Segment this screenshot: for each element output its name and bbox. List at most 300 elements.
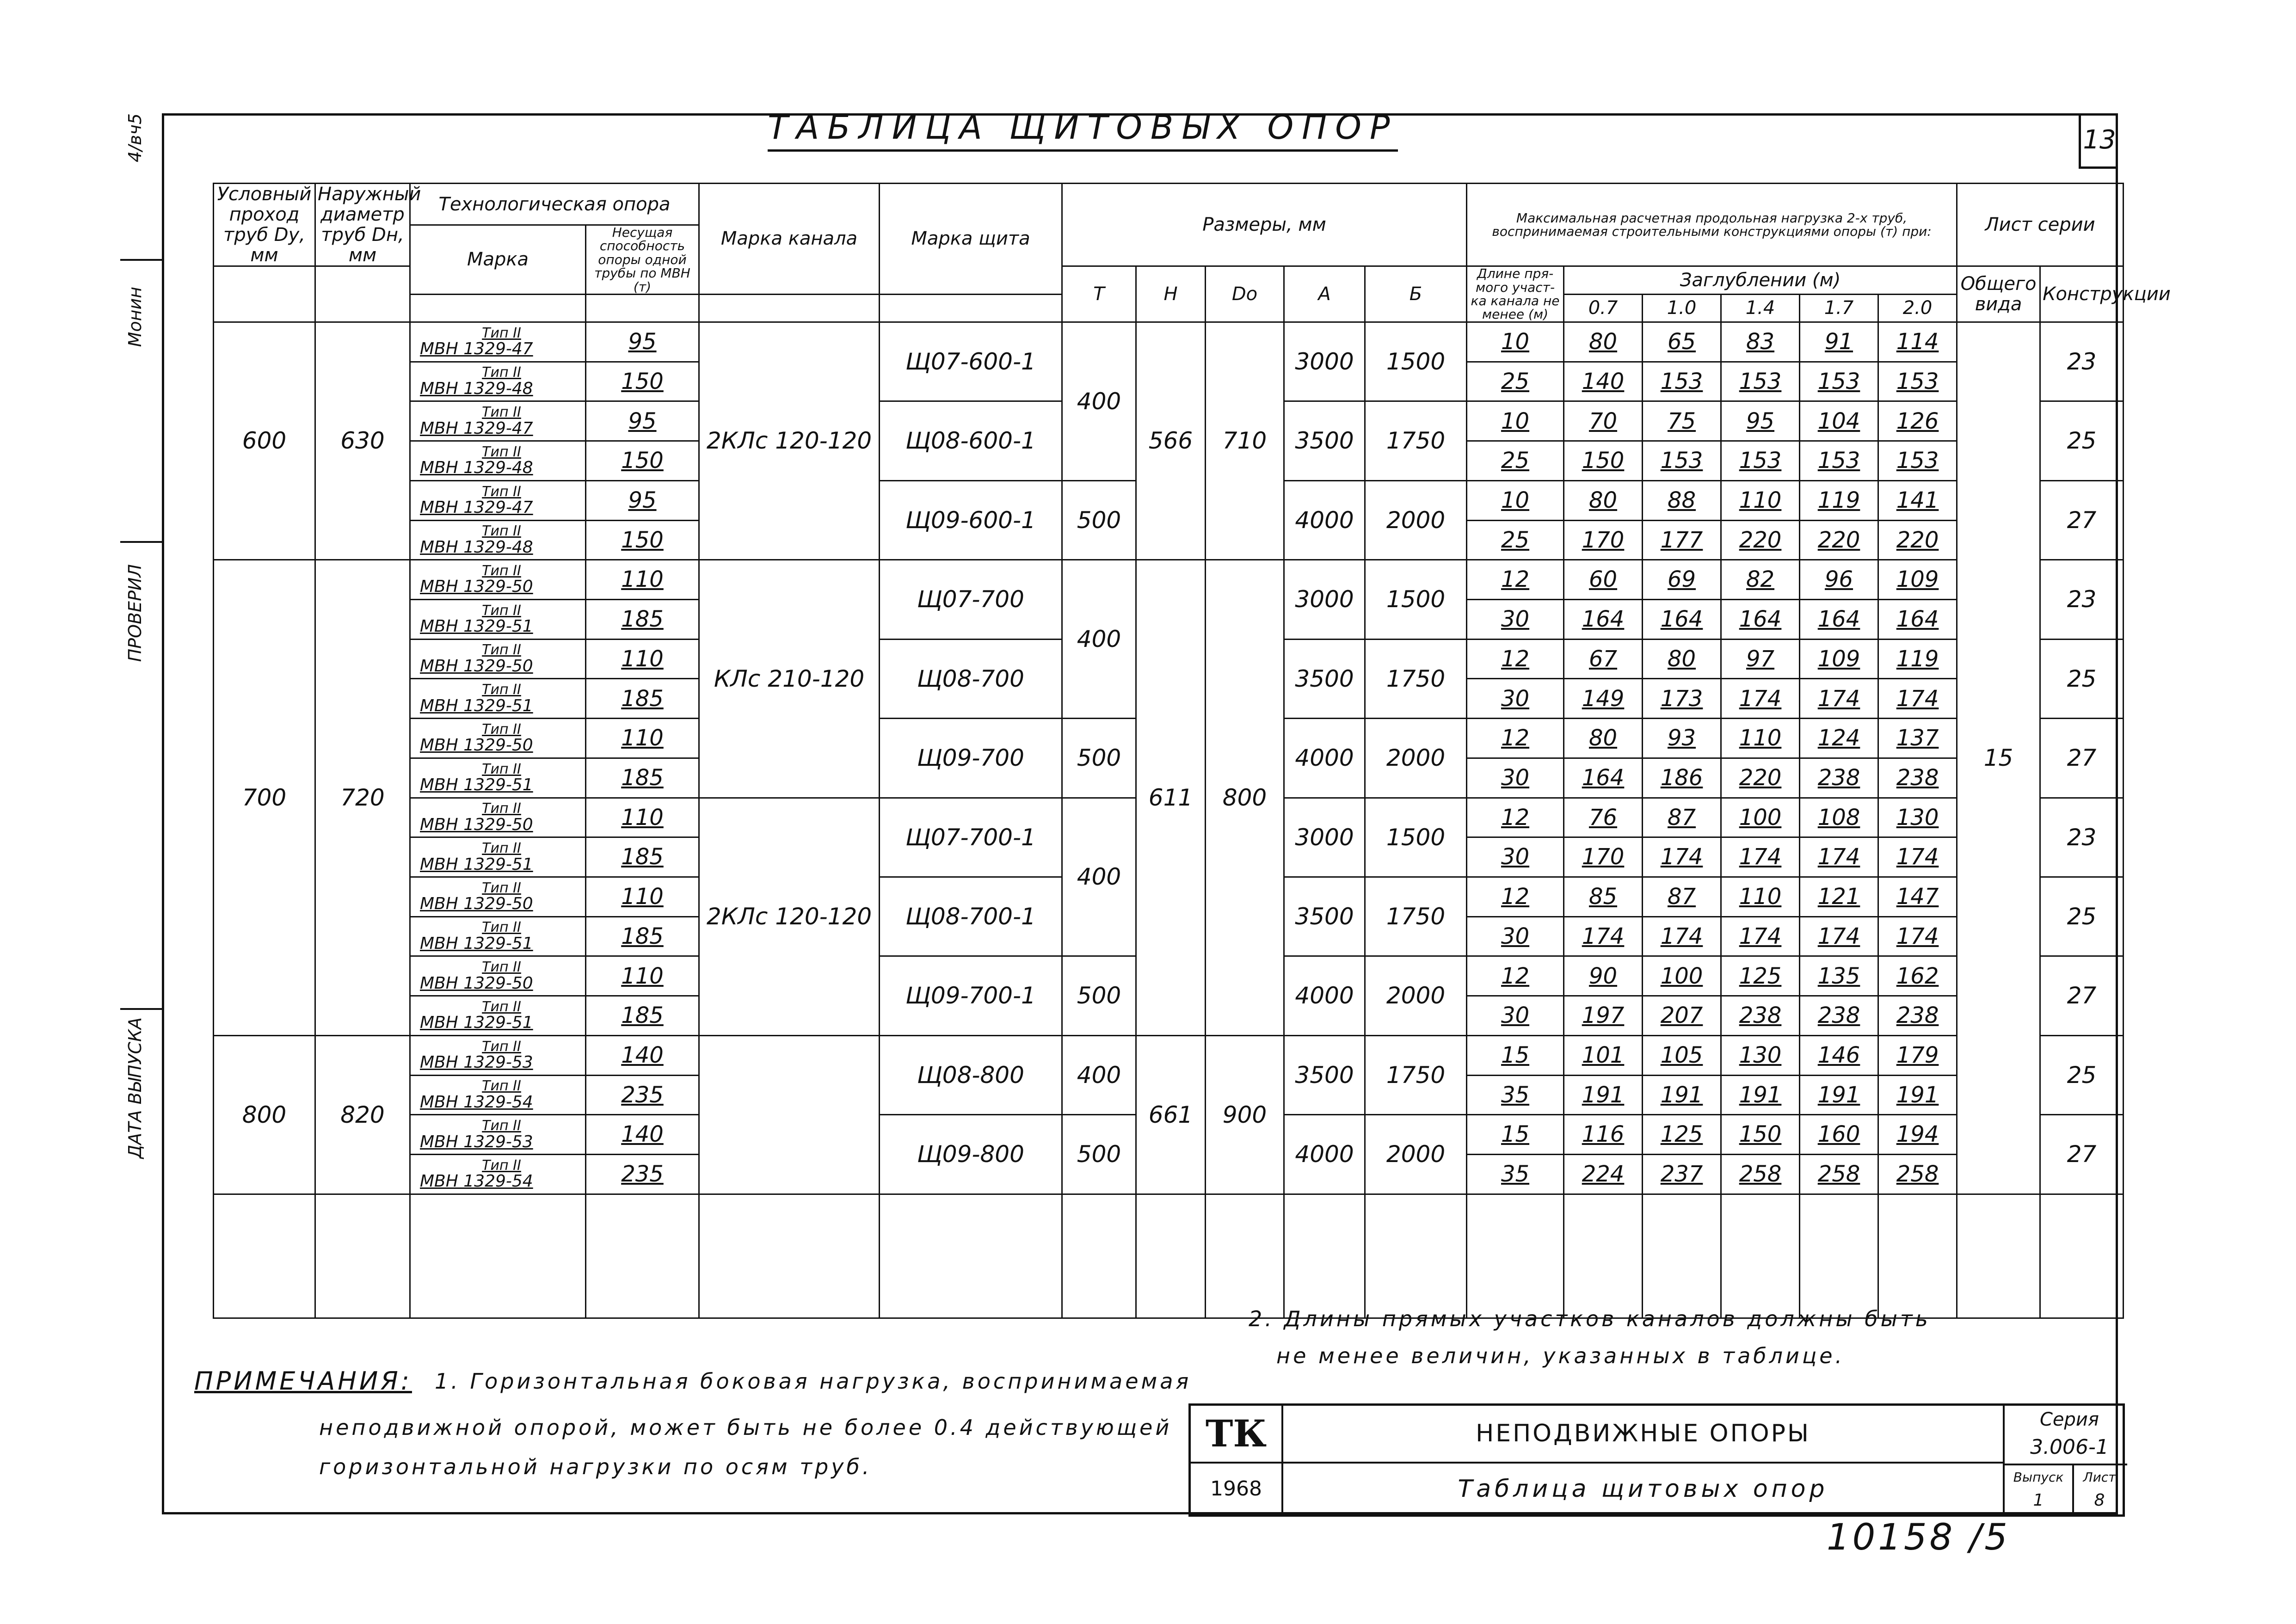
marka-type: Тип II <box>482 443 521 460</box>
cell-nes: 110 <box>586 956 699 996</box>
cell-L: 30 <box>1467 758 1564 798</box>
cell-T: 400 <box>1062 322 1136 480</box>
cell-B: 1750 <box>1365 877 1467 956</box>
archive-number: 10158 /5 <box>1827 1517 2010 1558</box>
header-nagruzka: Максимальная расчетная продольная нагрузка 2-х труб, воспринимаемая строительными конструкциями опоры (т) при: <box>1467 184 1957 266</box>
marka-type: Тип II <box>482 800 521 817</box>
page-title: ТАБЛИЦА ЩИТОВЫХ ОПОР <box>768 105 1398 152</box>
empty-cell <box>586 1194 699 1318</box>
cell-marka <box>410 996 586 1036</box>
cell-marka <box>410 639 586 679</box>
header-z-07: 0.7 <box>1564 294 1643 322</box>
page-number: 13 <box>2079 113 2118 169</box>
cell-shit: Щ08-600-1 <box>880 401 1062 480</box>
cell-konstr: 25 <box>2040 877 2124 956</box>
header-B: Б <box>1365 266 1467 322</box>
cell-L: 25 <box>1467 362 1564 401</box>
cell-kanal: 2КЛс 120-120 <box>699 798 880 1035</box>
tb-year: 1968 <box>1191 1464 1283 1517</box>
cell-nes: 110 <box>586 560 699 600</box>
stamp-divider <box>120 259 162 261</box>
header-z-20: 2.0 <box>1878 294 1957 322</box>
cell-nes: 185 <box>586 917 699 956</box>
tk-logo: ТК <box>1191 1406 1283 1464</box>
cell-konstr: 25 <box>2040 639 2124 718</box>
cell-value: 258 <box>1800 1155 1878 1194</box>
cell-value: 121 <box>1800 877 1878 917</box>
header-dn-cont <box>315 266 410 322</box>
cell-kanal: 2КЛс 120-120 <box>699 322 880 560</box>
cell-A: 3000 <box>1284 798 1365 877</box>
tb-seria: 3.006-1 <box>2030 1435 2109 1459</box>
cell-value: 174 <box>1721 837 1800 877</box>
cell-konstr: 25 <box>2040 1035 2124 1114</box>
marka-code: МВН 1329-54 <box>420 1172 533 1191</box>
cell-value: 82 <box>1721 560 1800 600</box>
cell-konstr: 27 <box>2040 719 2124 798</box>
cell-nes: 185 <box>586 996 699 1036</box>
cell-value: 70 <box>1564 401 1643 441</box>
cell-value: 174 <box>1800 917 1878 956</box>
cell-value: 104 <box>1800 401 1878 441</box>
cell-value: 101 <box>1564 1035 1643 1075</box>
marka-type: Тип II <box>482 919 521 936</box>
cell-kanal: КЛс 210-120 <box>699 560 880 798</box>
marka-code: МВН 1329-47 <box>420 418 533 438</box>
cell-L: 10 <box>1467 480 1564 520</box>
cell-dn: 720 <box>315 560 410 1036</box>
empty-cell <box>2040 1194 2124 1318</box>
cell-value: 110 <box>1721 719 1800 758</box>
table-row <box>214 560 2124 600</box>
cell-value: 258 <box>1878 1155 1957 1194</box>
cell-value: 174 <box>1878 837 1957 877</box>
marka-code: МВН 1329-53 <box>420 1132 533 1151</box>
cell-L: 30 <box>1467 917 1564 956</box>
supports-table <box>213 183 2171 1319</box>
marka-code: МВН 1329-50 <box>420 736 533 755</box>
empty-cell <box>1564 1194 1643 1318</box>
marka-code: МВН 1329-54 <box>420 1092 533 1112</box>
stamp-checked: ПРОВЕРИЛ <box>125 564 145 662</box>
cell-marka <box>410 1035 586 1075</box>
cell-A: 4000 <box>1284 956 1365 1035</box>
cell-value: 75 <box>1643 401 1721 441</box>
cell-dy: 700 <box>214 560 315 1036</box>
cell-value: 85 <box>1564 877 1643 917</box>
cell-value: 100 <box>1643 956 1721 996</box>
cell-value: 124 <box>1800 719 1878 758</box>
header-dlina: Длине пря-мого участ-ка канала не менее (м) <box>1467 266 1564 322</box>
cell-L: 15 <box>1467 1115 1564 1155</box>
tb-vyp-label: Выпуск <box>2005 1464 2074 1491</box>
cell-B: 1500 <box>1365 560 1467 639</box>
cell-value: 170 <box>1564 837 1643 877</box>
cell-value: 258 <box>1721 1155 1800 1194</box>
cell-value: 90 <box>1564 956 1643 996</box>
cell-marka <box>410 837 586 877</box>
cell-shit: Щ07-700-1 <box>880 798 1062 877</box>
cell-value: 96 <box>1800 560 1878 600</box>
marka-type: Тип II <box>482 642 521 658</box>
cell-marka <box>410 322 586 362</box>
empty-cell <box>1365 1194 1467 1318</box>
cell-marka <box>410 877 586 917</box>
cell-value: 87 <box>1643 877 1721 917</box>
cell-konstr: 23 <box>2040 322 2124 401</box>
cell-value: 174 <box>1878 679 1957 719</box>
cell-nes: 140 <box>586 1115 699 1155</box>
cell-value: 109 <box>1878 560 1957 600</box>
header-dy: Условный проход труб Dу, мм <box>214 184 315 266</box>
marka-type: Тип II <box>482 404 521 421</box>
cell-B: 1750 <box>1365 1035 1467 1114</box>
tb-vyp: 1 <box>2005 1487 2074 1514</box>
cell-nes: 110 <box>586 798 699 837</box>
cell-value: 153 <box>1878 362 1957 401</box>
empty-cell <box>1136 1194 1206 1318</box>
marka-type: Тип II <box>482 364 521 381</box>
cell-value: 110 <box>1721 877 1800 917</box>
cell-shit: Щ08-700 <box>880 639 1062 718</box>
cell-marka <box>410 956 586 996</box>
empty-cell <box>1878 1194 1957 1318</box>
cell-dn: 630 <box>315 322 410 560</box>
cell-marka <box>410 1115 586 1155</box>
header-tech: Технологическая опора <box>410 184 699 225</box>
cell-L: 12 <box>1467 877 1564 917</box>
marka-code: МВН 1329-50 <box>420 815 533 834</box>
marka-type: Тип II <box>482 840 521 856</box>
cell-value: 137 <box>1878 719 1957 758</box>
cell-value: 191 <box>1721 1075 1800 1115</box>
cell-L: 12 <box>1467 560 1564 600</box>
cell-value: 191 <box>1878 1075 1957 1115</box>
cell-marka <box>410 758 586 798</box>
cell-value: 186 <box>1643 758 1721 798</box>
cell-value: 87 <box>1643 798 1721 837</box>
cell-value: 220 <box>1721 758 1800 798</box>
cell-value: 238 <box>1878 758 1957 798</box>
header-Do: Dо <box>1206 266 1284 322</box>
cell-L: 12 <box>1467 639 1564 679</box>
cell-nes: 110 <box>586 719 699 758</box>
cell-value: 191 <box>1643 1075 1721 1115</box>
cell-value: 114 <box>1878 322 1957 362</box>
header-tech-marka-cont <box>410 294 586 322</box>
cell-T: 500 <box>1062 480 1136 560</box>
stamp-name: Монин <box>125 287 145 347</box>
marka-code: МВН 1329-51 <box>420 934 533 953</box>
cell-value: 173 <box>1643 679 1721 719</box>
cell-marka <box>410 560 586 600</box>
cell-T: 400 <box>1062 798 1136 956</box>
cell-value: 100 <box>1721 798 1800 837</box>
cell-value: 95 <box>1721 401 1800 441</box>
cell-marka <box>410 1155 586 1194</box>
table-row <box>214 1035 2124 1075</box>
cell-value: 153 <box>1643 441 1721 481</box>
cell-L: 35 <box>1467 1155 1564 1194</box>
cell-value: 65 <box>1643 322 1721 362</box>
cell-B: 1500 <box>1365 322 1467 401</box>
cell-value: 119 <box>1878 639 1957 679</box>
cell-value: 174 <box>1721 679 1800 719</box>
cell-dy: 800 <box>214 1035 315 1194</box>
empty-cell <box>1062 1194 1136 1318</box>
cell-value: 141 <box>1878 480 1957 520</box>
cell-value: 119 <box>1800 480 1878 520</box>
cell-B: 2000 <box>1365 719 1467 798</box>
marka-code: МВН 1329-47 <box>420 498 533 517</box>
marka-code: МВН 1329-50 <box>420 656 533 676</box>
marka-code: МВН 1329-51 <box>420 1013 533 1033</box>
cell-value: 83 <box>1721 322 1800 362</box>
cell-A: 4000 <box>1284 719 1365 798</box>
cell-nes: 235 <box>586 1155 699 1194</box>
header-A: А <box>1284 266 1365 322</box>
cell-nes: 185 <box>586 758 699 798</box>
note-2a: 2. Длины прямых участков каналов должны быть <box>1249 1306 1931 1331</box>
cell-value: 109 <box>1800 639 1878 679</box>
empty-cell <box>1206 1194 1284 1318</box>
cell-value: 220 <box>1721 520 1800 560</box>
empty-cell <box>880 1194 1062 1318</box>
cell-value: 146 <box>1800 1035 1878 1075</box>
cell-L: 30 <box>1467 996 1564 1036</box>
cell-value: 238 <box>1878 996 1957 1036</box>
marka-code: МВН 1329-53 <box>420 1053 533 1072</box>
cell-marka <box>410 362 586 401</box>
cell-nes: 185 <box>586 837 699 877</box>
empty-cell <box>1800 1194 1878 1318</box>
cell-value: 238 <box>1800 758 1878 798</box>
cell-value: 174 <box>1643 917 1721 956</box>
cell-A: 3000 <box>1284 322 1365 401</box>
cell-value: 164 <box>1643 599 1721 639</box>
cell-konstr: 25 <box>2040 401 2124 480</box>
cell-value: 160 <box>1800 1115 1878 1155</box>
header-obsh: Общего вида <box>1957 266 2040 322</box>
marka-type: Тип II <box>482 602 521 619</box>
cell-marka <box>410 599 586 639</box>
cell-marka <box>410 401 586 441</box>
cell-kanal <box>699 1035 880 1194</box>
cell-T: 400 <box>1062 1035 1136 1114</box>
tb-seria-label: Серия <box>2040 1409 2099 1430</box>
cell-nes: 185 <box>586 599 699 639</box>
cell-H: 611 <box>1136 560 1206 1036</box>
cell-T: 500 <box>1062 1115 1136 1194</box>
cell-Do: 710 <box>1206 322 1284 560</box>
tb-name: НЕПОДВИЖНЫЕ ОПОРЫ <box>1283 1406 2005 1464</box>
marka-type: Тип II <box>482 682 521 698</box>
cell-value: 60 <box>1564 560 1643 600</box>
cell-konstr: 23 <box>2040 798 2124 877</box>
cell-value: 69 <box>1643 560 1721 600</box>
cell-L: 10 <box>1467 401 1564 441</box>
cell-nes: 110 <box>586 877 699 917</box>
cell-marka <box>410 480 586 520</box>
cell-A: 4000 <box>1284 480 1365 560</box>
cell-value: 149 <box>1564 679 1643 719</box>
cell-value: 153 <box>1878 441 1957 481</box>
cell-value: 153 <box>1800 362 1878 401</box>
cell-shit: Щ09-700-1 <box>880 956 1062 1035</box>
marka-type: Тип II <box>482 721 521 738</box>
cell-T: 400 <box>1062 560 1136 719</box>
cell-A: 3500 <box>1284 1035 1365 1114</box>
cell-value: 177 <box>1643 520 1721 560</box>
cell-B: 2000 <box>1365 480 1467 560</box>
cell-value: 174 <box>1878 917 1957 956</box>
cell-value: 207 <box>1643 996 1721 1036</box>
cell-nes: 150 <box>586 441 699 481</box>
marka-type: Тип II <box>482 1078 521 1095</box>
cell-nes: 235 <box>586 1075 699 1115</box>
cell-value: 80 <box>1564 719 1643 758</box>
stamp-divider <box>120 1008 162 1010</box>
note-1a: 1. Горизонтальная боковая нагрузка, воспринимаемая <box>435 1369 1192 1394</box>
cell-value: 238 <box>1800 996 1878 1036</box>
cell-value: 164 <box>1564 599 1643 639</box>
cell-value: 110 <box>1721 480 1800 520</box>
cell-value: 153 <box>1721 362 1800 401</box>
empty-cell <box>1721 1194 1800 1318</box>
cell-value: 153 <box>1800 441 1878 481</box>
cell-marka <box>410 441 586 481</box>
cell-value: 135 <box>1800 956 1878 996</box>
marka-code: МВН 1329-50 <box>420 973 533 993</box>
stamp-divider <box>120 541 162 543</box>
cell-value: 174 <box>1800 679 1878 719</box>
cell-konstr: 27 <box>2040 1115 2124 1194</box>
cell-value: 164 <box>1800 599 1878 639</box>
cell-L: 12 <box>1467 956 1564 996</box>
cell-L: 12 <box>1467 798 1564 837</box>
cell-value: 80 <box>1564 480 1643 520</box>
cell-marka <box>410 719 586 758</box>
cell-value: 125 <box>1643 1115 1721 1155</box>
cell-A: 3500 <box>1284 401 1365 480</box>
header-razmery: Размеры, мм <box>1062 184 1467 266</box>
tb-list: 8 <box>2094 1491 2105 1510</box>
cell-value: 191 <box>1800 1075 1878 1115</box>
cell-shit: Щ09-600-1 <box>880 480 1062 560</box>
marka-type: Тип II <box>482 761 521 777</box>
marka-type: Тип II <box>482 1157 521 1174</box>
cell-value: 220 <box>1878 520 1957 560</box>
cell-shit: Щ07-700 <box>880 560 1062 639</box>
header-T: Т <box>1062 266 1136 322</box>
marka-type: Тип II <box>482 483 521 500</box>
note-1c: горизонтальной нагрузки по осям труб. <box>319 1454 872 1479</box>
cell-A: 3000 <box>1284 560 1365 639</box>
empty-cell <box>1643 1194 1721 1318</box>
cell-value: 164 <box>1564 758 1643 798</box>
cell-T: 500 <box>1062 956 1136 1035</box>
empty-cell <box>699 1194 880 1318</box>
cell-marka <box>410 917 586 956</box>
cell-B: 1750 <box>1365 639 1467 718</box>
cell-H: 566 <box>1136 322 1206 560</box>
cell-H: 661 <box>1136 1035 1206 1194</box>
cell-marka <box>410 798 586 837</box>
cell-value: 170 <box>1564 520 1643 560</box>
stamp-signature: 4/вч5 <box>125 113 145 163</box>
cell-value: 224 <box>1564 1155 1643 1194</box>
cell-A: 3500 <box>1284 639 1365 718</box>
empty-cell <box>315 1194 410 1318</box>
marka-code: МВН 1329-48 <box>420 458 533 478</box>
cell-L: 15 <box>1467 1035 1564 1075</box>
marka-type: Тип II <box>482 998 521 1015</box>
cell-B: 1750 <box>1365 401 1467 480</box>
cell-L: 10 <box>1467 322 1564 362</box>
empty-cell <box>1284 1194 1365 1318</box>
cell-marka <box>410 520 586 560</box>
cell-value: 126 <box>1878 401 1957 441</box>
cell-value: 93 <box>1643 719 1721 758</box>
header-dy-cont <box>214 266 315 322</box>
cell-obsh: 15 <box>1957 322 2040 1194</box>
marka-type: Тип II <box>482 523 521 540</box>
marka-code: МВН 1329-48 <box>420 379 533 398</box>
header-konstr: Конструкции <box>2040 266 2124 322</box>
cell-konstr: 27 <box>2040 956 2124 1035</box>
cell-nes: 185 <box>586 679 699 719</box>
cell-value: 164 <box>1878 599 1957 639</box>
marka-code: МВН 1329-50 <box>420 894 533 914</box>
header-shit-cont <box>880 294 1062 322</box>
header-H: Н <box>1136 266 1206 322</box>
cell-value: 108 <box>1800 798 1878 837</box>
notes-label: ПРИМЕЧАНИЯ: <box>194 1366 412 1396</box>
marka-code: МВН 1329-51 <box>420 617 533 636</box>
cell-value: 220 <box>1800 520 1878 560</box>
cell-value: 97 <box>1721 639 1800 679</box>
empty-cell <box>410 1194 586 1318</box>
cell-value: 197 <box>1564 996 1643 1036</box>
cell-nes: 95 <box>586 401 699 441</box>
cell-dy: 600 <box>214 322 315 560</box>
marka-code: МВН 1329-51 <box>420 775 533 795</box>
marka-type: Тип II <box>482 880 521 896</box>
cell-value: 150 <box>1721 1115 1800 1155</box>
title-block <box>1188 1403 2125 1517</box>
empty-cell <box>1467 1194 1564 1318</box>
header-tech-nes-cont <box>586 294 699 322</box>
marka-code: МВН 1329-51 <box>420 696 533 715</box>
cell-L: 30 <box>1467 837 1564 877</box>
cell-B: 2000 <box>1365 956 1467 1035</box>
cell-L: 30 <box>1467 599 1564 639</box>
cell-nes: 95 <box>586 322 699 362</box>
marka-code: МВН 1329-48 <box>420 537 533 557</box>
cell-value: 174 <box>1564 917 1643 956</box>
cell-value: 130 <box>1721 1035 1800 1075</box>
cell-value: 147 <box>1878 877 1957 917</box>
stamp-date: ДАТА ВЫПУСКА <box>125 1017 145 1159</box>
header-tech-nes: Несущая способность опоры одной трубы по МВН (т) <box>586 225 699 295</box>
cell-value: 164 <box>1721 599 1800 639</box>
cell-value: 105 <box>1643 1035 1721 1075</box>
cell-L: 25 <box>1467 441 1564 481</box>
tb-list-label: Лист <box>2083 1470 2116 1485</box>
cell-L: 30 <box>1467 679 1564 719</box>
cell-value: 140 <box>1564 362 1643 401</box>
header-dn: Наружный диаметр труб Dн, мм <box>315 184 410 266</box>
